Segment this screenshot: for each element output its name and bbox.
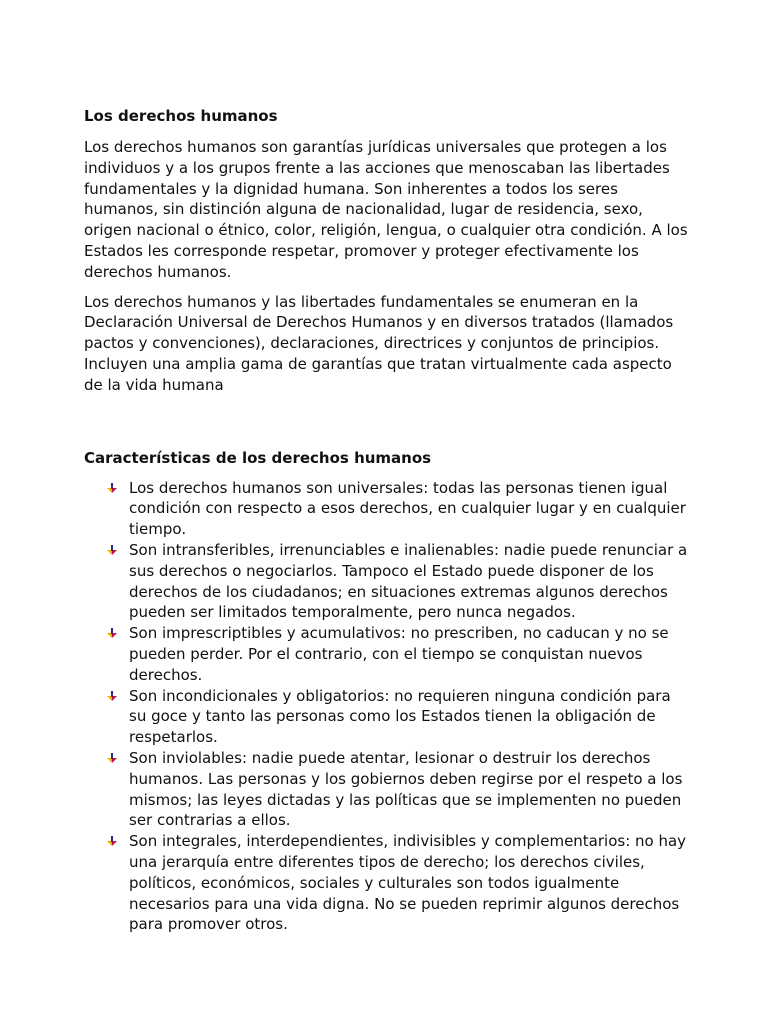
document-page	[84, 106, 690, 935]
list-item-text: Son intransferibles, irrenunciables e inalienables: nadie puede renunciar a sus derechos o negociarlos. Tampoco el Estado puede disponer de los derechos de los ciudadanos; en situaciones extremas algunos derechos pueden ser limitados temporalmente, pero nunca negados.	[129, 540, 688, 622]
list-item	[84, 540, 690, 623]
list-item-text: Los derechos humanos son universales: todas las personas tienen igual condición con respecto a esos derechos, en cualquier lugar y en cualquier tiempo.	[129, 478, 686, 539]
arrow-down-bullet-icon	[106, 752, 118, 764]
section-title-derechos-humanos: Los derechos humanos	[84, 107, 278, 125]
arrow-down-bullet-icon	[106, 835, 118, 847]
list-item-text: Son inviolables: nadie puede atentar, lesionar o destruir los derechos humanos. Las personas y los gobiernos deben regirse por el respeto a los mismos; las leyes dictadas y las políticas que se implementen no pueden ser contrarias a ellos.	[129, 748, 683, 830]
list-item-text: Son incondicionales y obligatorios: no requieren ninguna condición para su goce y tanto las personas como los Estados tienen la obligación de respetarlos.	[129, 686, 671, 747]
section-title-caracteristicas: Características de los derechos humanos	[84, 448, 432, 467]
list-item	[84, 831, 690, 935]
arrow-down-bullet-icon	[106, 690, 118, 702]
paragraph-definition: Los derechos humanos son garantías jurídicas universales que protegen a los individuos y a los grupos frente a las acciones que menoscaban las libertades fundamentales y la dignidad humana. Son inherentes a todos los seres humanos, sin distinción alguna de nacionalidad, lugar de residencia, sexo, origen nacional o étnico, color, religión, lengua, o cualquier otra condición. A los Estados les corresponde respetar, promover y proteger efectivamente los derechos humanos.	[84, 138, 688, 281]
characteristics-list	[84, 478, 690, 936]
list-item	[84, 686, 690, 748]
list-item	[84, 748, 690, 831]
arrow-down-bullet-icon	[106, 544, 118, 556]
list-item-text: Son imprescriptibles y acumulativos: no prescriben, no caducan y no se pueden perder. Por el contrario, con el tiempo se conquistan nuevos derechos.	[129, 624, 669, 684]
paragraph-declaration: Los derechos humanos y las libertades fundamentales se enumeran en la Declaración Universal de Derechos Humanos y en diversos tratados (llamados pactos y convenciones), declaraciones, directrices y conjuntos de principios. Incluyen una amplia gama de garantías que tratan virtualmente cada aspecto de la vida humana	[84, 292, 674, 394]
list-item-text: Son integrales, interdependientes, indivisibles y complementarios: no hay una jerarquía entre diferentes tipos de derecho; los derechos civiles, políticos, económicos, sociales y culturales son todos igualmente necesarios para una vida digna. No se pueden reprimir algunos derechos para promover otros.	[129, 832, 687, 934]
list-item	[84, 478, 690, 540]
list-item	[84, 623, 690, 685]
arrow-down-bullet-icon	[106, 482, 118, 494]
arrow-down-bullet-icon	[106, 627, 118, 639]
